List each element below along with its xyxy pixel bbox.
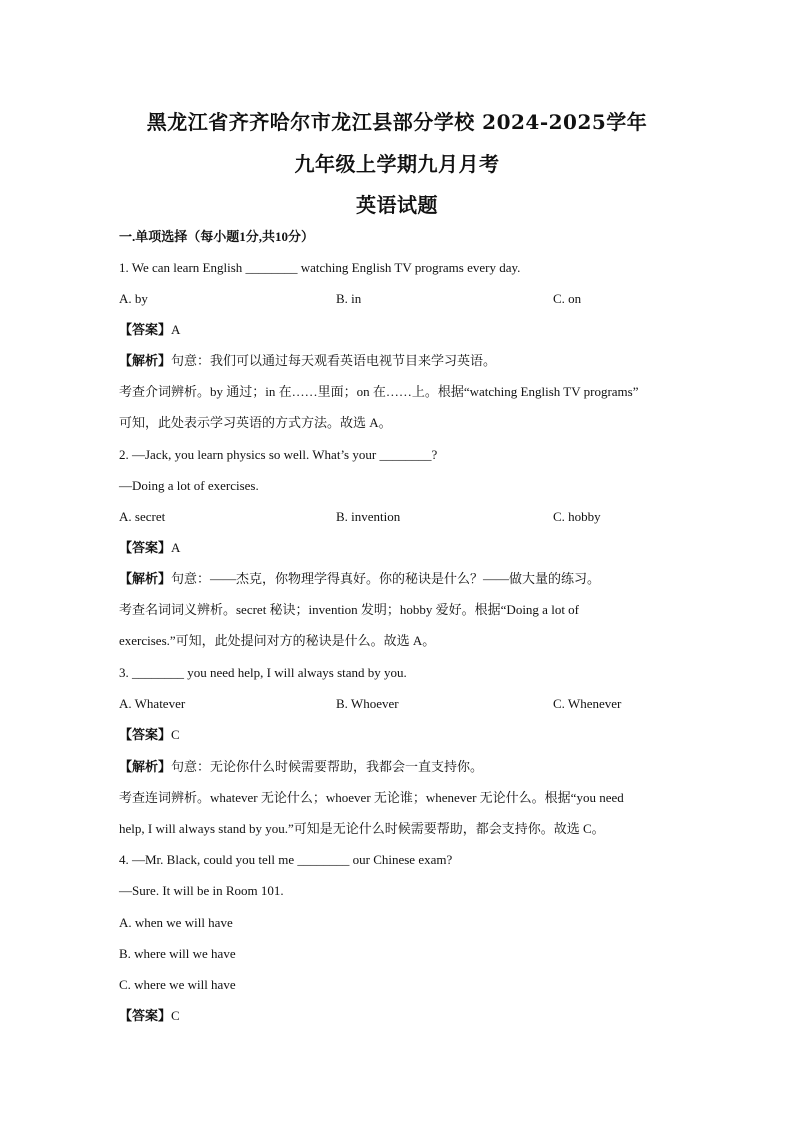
question-1-stem: 1. We can learn English ________ watching English TV programs every day.	[119, 260, 521, 275]
answer-value: A	[171, 322, 181, 337]
question-2-option-c: C. hobby	[553, 509, 601, 524]
question-4-answer	[119, 1008, 180, 1024]
explanation-text: 句意：我们可以通过每天观看英语电视节目来学习英语。	[171, 353, 497, 368]
question-2-answer	[119, 540, 180, 556]
question-3-explanation-1	[119, 759, 483, 775]
question-1-answer	[119, 322, 180, 338]
explanation-text: 句意：——杰克，你物理学得真好。你的秘诀是什么？——做大量的练习。	[171, 571, 601, 586]
question-1-explanation-3: 可知，此处表示学习英语的方式方法。故选 A。	[119, 415, 392, 430]
exam-title-line1: 黑龙江省齐齐哈尔市龙江县部分学校 2024-2025学年	[146, 110, 648, 134]
question-3-option-a: A. Whatever	[119, 696, 186, 711]
question-2-explanation-1	[119, 571, 600, 587]
explanation-text: 句意：无论你什么时候需要帮助，我都会一直支持你。	[171, 759, 484, 774]
question-2-stem: 2. —Jack, you learn physics so well. What’s your ________?	[119, 447, 438, 462]
exam-title-line2: 九年级上学期九月月考	[294, 152, 500, 176]
question-2-option-a: A. secret	[119, 509, 166, 524]
explanation-label: 【解析】	[119, 571, 172, 586]
question-1-explanation-2: 考查介词辨析。by 通过；in 在……里面；on 在……上。根据“watching English TV programs”	[119, 384, 639, 399]
answer-value: C	[171, 1008, 180, 1023]
answer-label: 【答案】	[119, 322, 172, 337]
question-4-stem: 4. —Mr. Black, could you tell me ________ our Chinese exam?	[119, 852, 453, 867]
question-2-explanation-3: exercises.”可知，此处提问对方的秘诀是什么。故选 A。	[119, 633, 436, 648]
answer-label: 【答案】	[119, 540, 172, 555]
question-1-explanation-1	[119, 353, 496, 369]
answer-value: C	[171, 727, 180, 742]
question-3-option-b: B. Whoever	[336, 696, 399, 711]
answer-label: 【答案】	[119, 1008, 172, 1023]
question-4-option-c: C. where we will have	[119, 977, 236, 992]
question-3-option-c: C. Whenever	[553, 696, 622, 711]
answer-label: 【答案】	[119, 727, 172, 742]
question-4-stem-reply: —Sure. It will be in Room 101.	[119, 883, 284, 898]
exam-title-line3: 英语试题	[356, 193, 438, 217]
question-2-stem-reply: —Doing a lot of exercises.	[119, 478, 259, 493]
answer-value: A	[171, 540, 181, 555]
question-4-option-b: B. where will we have	[119, 946, 236, 961]
question-1-option-c: C. on	[553, 291, 582, 306]
question-4-option-a: A. when we will have	[119, 915, 233, 930]
explanation-label: 【解析】	[119, 759, 172, 774]
question-2-explanation-2: 考查名词词义辨析。secret 秘诀；invention 发明；hobby 爱好。根据“Doing a lot of	[119, 602, 580, 617]
question-2-option-b: B. invention	[336, 509, 401, 524]
section-heading: 一.单项选择（每小题1分,共10分）	[119, 229, 315, 244]
question-3-answer	[119, 727, 180, 743]
question-3-stem: 3. ________ you need help, I will always stand by you.	[119, 665, 407, 680]
explanation-label: 【解析】	[119, 353, 172, 368]
question-3-explanation-2: 考查连词辨析。whatever 无论什么；whoever 无论谁；whenever 无论什么。根据“you need	[119, 790, 624, 805]
question-3-explanation-3: help, I will always stand by you.”可知是无论什么时候需要帮助，都会支持你。故选 C。	[119, 821, 605, 836]
question-1-option-a: A. by	[119, 291, 148, 306]
question-1-option-b: B. in	[336, 291, 362, 306]
